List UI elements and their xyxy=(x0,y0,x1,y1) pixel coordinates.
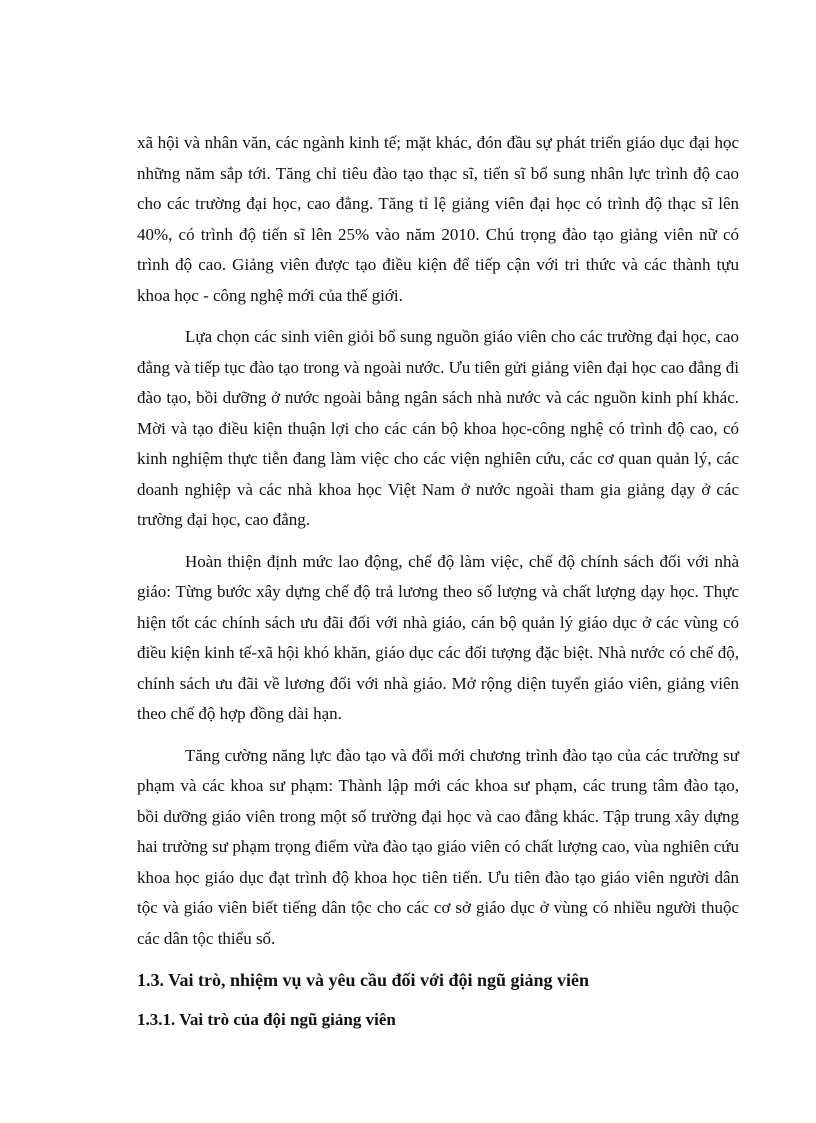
paragraph-student-selection: Lựa chọn các sinh viên giỏi bổ sung nguồn giáo viên cho các trường đại học, cao đẳng và tiếp tục đào tạo trong và ngoài nước. Ưu tiên gửi giảng viên đại học cao đẳng đi đào tạo, bồi dưỡng ở nước ngoài bằng ngân sách nhà nước và các nguồn kinh phí khác. Mời và tạo điều kiện thuận lợi cho các cán bộ khoa học-công nghệ có trình độ cao, có kinh nghiệm thực tiễn đang làm việc cho các viện nghiên cứu, các cơ quan quản lý, các doanh nghiệp và các nhà khoa học Việt Nam ở nước ngoài tham gia giảng dạy ở các trường đại học, cao đẳng. xyxy=(137,327,739,529)
paragraph-labor-norms: Hoàn thiện định mức lao động, chế độ làm việc, chế độ chính sách đối với nhà giáo: Từng bước xây dựng chế độ trả lương theo số lượng và chất lượng dạy học. Thực hiện tốt các chính sách ưu đãi đối với nhà giáo, cán bộ quản lý giáo dục ở các vùng có điều kiện kinh tế-xã hội khó khăn, giáo dục các đối tượng đặc biệt. Nhà nước có chế độ, chính sách ưu đãi về lương đối với nhà giáo. Mở rộng diện tuyển giáo viên, giảng viên theo chế độ hợp đồng dài hạn. xyxy=(137,551,739,723)
paragraph-continuation: xã hội và nhân văn, các ngành kinh tế; mặt khác, đón đầu sự phát triển giáo dục đại học những năm sắp tới. Tăng chỉ tiêu đào tạo thạc sĩ, tiến sĩ bổ sung nhân lực trình độ cao cho các trường đại học, cao đẳng. Tăng tỉ lệ giảng viên đại học có trình độ thạc sĩ lên 40%, có trình độ tiến sĩ lên 25% vào năm 2010. Chú trọng đào tạo giảng viên nữ có trình độ cao. Giảng viên được tạo điều kiện để tiếp cận với tri thức và các thành tựu khoa học - công nghệ mới của thế giới. xyxy=(137,133,739,305)
document-page xyxy=(137,128,739,1035)
subsection-heading: 1.3.1. Vai trò của đội ngũ giảng viên xyxy=(137,1010,396,1029)
paragraph-training-capacity: Tăng cường năng lực đào tạo và đổi mới chương trình đào tạo của các trường sư phạm và các khoa sư phạm: Thành lập mới các khoa sư phạm, các trung tâm đào tạo, bồi dưỡng giáo viên trong một số trường đại học và cao đẳng khác. Tập trung xây dựng hai trường sư phạm trọng điểm vừa đào tạo giáo viên có chất lượng cao, vùa nghiên cứu khoa học giáo dục đạt trình độ khoa học tiên tiến. Ưu tiên đào tạo giáo viên người dân tộc và giáo viên biết tiếng dân tộc cho các cơ sở giáo dục ở vùng có nhiều người thuộc các dân tộc thiểu số. xyxy=(137,745,739,948)
section-heading: 1.3. Vai trò, nhiệm vụ và yêu cầu đối với đội ngũ giảng viên xyxy=(137,970,590,990)
